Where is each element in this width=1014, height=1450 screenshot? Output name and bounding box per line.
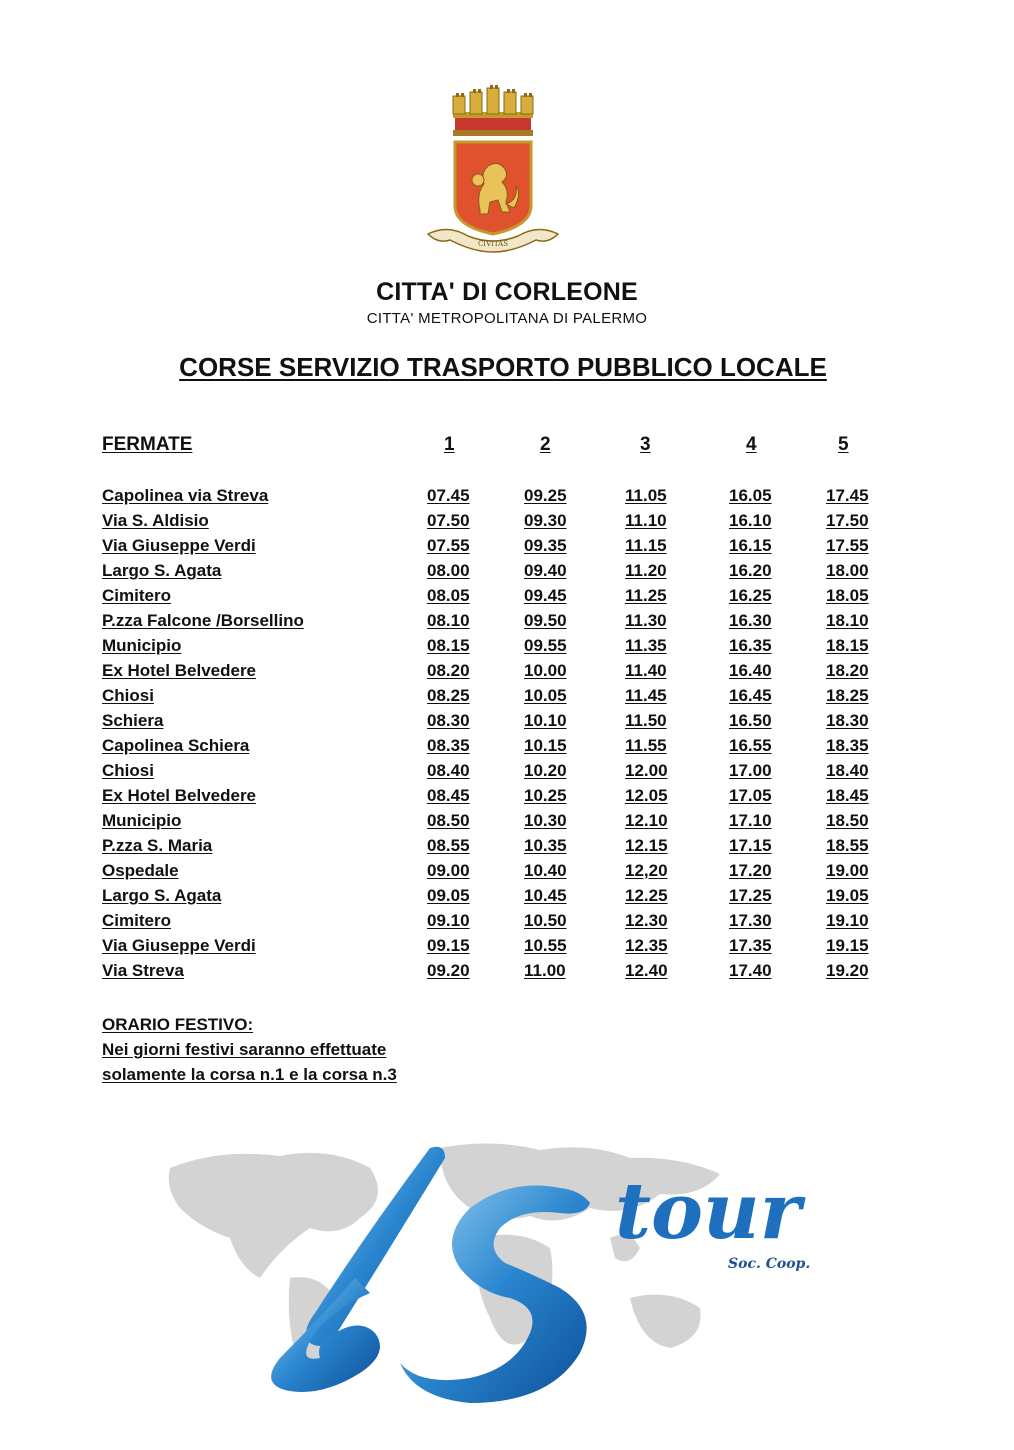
departure-time: 18.40 (826, 761, 869, 780)
schedule-row (102, 961, 902, 986)
departure-time: 11.55 (625, 736, 667, 755)
departure-time: 16.45 (729, 686, 772, 705)
departure-time: 11.30 (625, 611, 667, 630)
departure-time: 09.15 (427, 936, 470, 955)
page-subtitle: CITTA' METROPOLITANA DI PALERMO (366, 310, 648, 327)
stop-name: Schiera (102, 711, 164, 730)
departure-time: 12.30 (625, 911, 668, 930)
departure-time: 16.10 (729, 511, 772, 530)
stop-name: Ex Hotel Belvedere (102, 661, 257, 680)
schedule-row (102, 736, 902, 761)
departure-time: 08.50 (427, 811, 470, 830)
departure-time: 18.05 (826, 586, 869, 605)
departure-time: 10.10 (524, 711, 567, 730)
departure-time: 17.10 (729, 811, 772, 830)
schedule-row (102, 636, 902, 661)
holiday-note-line-2: solamente la corsa n.1 e la corsa n.3 (102, 1065, 397, 1084)
departure-time: 07.50 (427, 511, 470, 530)
departure-time: 17.50 (826, 511, 869, 530)
departure-time: 17.00 (729, 761, 772, 780)
stop-name: Via S. Aldisio (102, 511, 209, 530)
schedule-row (102, 786, 902, 811)
departure-time: 18.00 (826, 561, 869, 580)
stop-name: Via Giuseppe Verdi (102, 536, 256, 555)
departure-time: 09.25 (524, 486, 567, 505)
header-run-1: 1 (444, 434, 455, 455)
schedule-row (102, 861, 902, 886)
departure-time: 09.40 (524, 561, 567, 580)
departure-time: 12.40 (625, 961, 668, 980)
schedule-row (102, 586, 902, 611)
departure-time: 12.15 (625, 836, 668, 855)
departure-time: 08.35 (427, 736, 470, 755)
departure-time: 12.10 (625, 811, 668, 830)
departure-time: 17.40 (729, 961, 772, 980)
departure-time: 16.05 (729, 486, 772, 505)
departure-time: 10.00 (524, 661, 567, 680)
schedule-header-row (102, 434, 902, 459)
departure-time: 11.25 (625, 586, 667, 605)
departure-time: 18.50 (826, 811, 869, 830)
departure-time: 09.20 (427, 961, 470, 980)
departure-time: 19.20 (826, 961, 869, 980)
departure-time: 18.30 (826, 711, 869, 730)
holiday-note-title: ORARIO FESTIVO: (102, 1015, 254, 1034)
schedule-row (102, 561, 902, 586)
stop-name: Municipio (102, 636, 182, 655)
departure-time: 16.20 (729, 561, 772, 580)
departure-time: 11.20 (625, 561, 667, 580)
departure-time: 17.35 (729, 936, 772, 955)
header-run-3: 3 (640, 434, 651, 455)
crest-motto: CIVITAS (477, 240, 509, 248)
departure-time: 16.55 (729, 736, 772, 755)
holiday-note (102, 1012, 397, 1087)
departure-time: 18.10 (826, 611, 869, 630)
schedule-row (102, 486, 902, 511)
departure-time: 09.10 (427, 911, 470, 930)
departure-time: 17.55 (826, 536, 869, 555)
ks-tour-logo (160, 1128, 880, 1428)
departure-time: 10.45 (524, 886, 567, 905)
departure-time: 19.10 (826, 911, 869, 930)
stop-name: Largo S. Agata (102, 561, 222, 580)
departure-time: 16.25 (729, 586, 772, 605)
departure-time: 08.15 (427, 636, 470, 655)
departure-time: 10.30 (524, 811, 567, 830)
departure-time: 17.05 (729, 786, 772, 805)
schedule-row (102, 711, 902, 736)
departure-time: 08.30 (427, 711, 470, 730)
departure-time: 12.05 (625, 786, 668, 805)
departure-time: 18.25 (826, 686, 869, 705)
departure-time: 07.55 (427, 536, 470, 555)
stop-name: Via Streva (102, 961, 184, 980)
departure-time: 16.15 (729, 536, 772, 555)
departure-time: 18.15 (826, 636, 869, 655)
departure-time: 10.35 (524, 836, 567, 855)
departure-time: 09.45 (524, 586, 567, 605)
departure-time: 17.45 (826, 486, 869, 505)
departure-time: 09.30 (524, 511, 567, 530)
schedule-row (102, 686, 902, 711)
departure-time: 11.45 (625, 686, 667, 705)
departure-time: 12.00 (625, 761, 668, 780)
schedule-row (102, 886, 902, 911)
schedule-row (102, 836, 902, 861)
stop-name: Chiosi (102, 686, 154, 705)
departure-time: 08.45 (427, 786, 470, 805)
header-run-2: 2 (540, 434, 551, 455)
departure-time: 09.35 (524, 536, 567, 555)
departure-time: 08.20 (427, 661, 470, 680)
departure-time: 08.00 (427, 561, 470, 580)
departure-time: 18.55 (826, 836, 869, 855)
coat-of-arms-icon (418, 84, 568, 254)
stop-name: Cimitero (102, 911, 171, 930)
departure-time: 16.35 (729, 636, 772, 655)
departure-time: 18.45 (826, 786, 869, 805)
departure-time: 19.00 (826, 861, 869, 880)
departure-time: 11.00 (524, 961, 566, 980)
header-stops: FERMATE (102, 434, 193, 455)
stop-name: Capolinea Schiera (102, 736, 250, 755)
departure-time: 10.25 (524, 786, 567, 805)
page-title: CITTA' DI CORLEONE (376, 278, 638, 306)
departure-time: 16.50 (729, 711, 772, 730)
stop-name: Cimitero (102, 586, 171, 605)
departure-time: 17.25 (729, 886, 772, 905)
stop-name: Largo S. Agata (102, 886, 222, 905)
schedule-row (102, 911, 902, 936)
schedule-row (102, 761, 902, 786)
stop-name: P.zza Falcone /Borsellino (102, 611, 304, 630)
departure-time: 12.25 (625, 886, 668, 905)
stop-name: Chiosi (102, 761, 154, 780)
departure-time: 08.55 (427, 836, 470, 855)
schedule-row (102, 536, 902, 561)
schedule-row (102, 611, 902, 636)
departure-time: 10.55 (524, 936, 567, 955)
departure-time: 11.50 (625, 711, 667, 730)
departure-time: 12,20 (625, 861, 668, 880)
departure-time: 10.15 (524, 736, 567, 755)
header-run-5: 5 (838, 434, 849, 455)
header-run-4: 4 (746, 434, 757, 455)
departure-time: 08.40 (427, 761, 470, 780)
holiday-note-line-1: Nei giorni festivi saranno effettuate (102, 1040, 387, 1059)
stop-name: Ex Hotel Belvedere (102, 786, 257, 805)
departure-time: 16.30 (729, 611, 772, 630)
departure-time: 19.15 (826, 936, 869, 955)
departure-time: 08.10 (427, 611, 470, 630)
departure-time: 11.15 (625, 536, 667, 555)
departure-time: 08.05 (427, 586, 470, 605)
schedule-row (102, 811, 902, 836)
departure-time: 08.25 (427, 686, 470, 705)
departure-time: 11.40 (625, 661, 667, 680)
schedule-row (102, 936, 902, 961)
logo-subline: Soc. Coop. (728, 1256, 811, 1272)
departure-time: 18.35 (826, 736, 869, 755)
departure-time: 16.40 (729, 661, 772, 680)
schedule-row (102, 661, 902, 686)
stop-name: Capolinea via Streva (102, 486, 269, 505)
schedule-heading: CORSE SERVIZIO TRASPORTO PUBBLICO LOCALE (179, 352, 827, 382)
departure-time: 11.35 (625, 636, 667, 655)
departure-time: 10.40 (524, 861, 567, 880)
stop-name: Municipio (102, 811, 182, 830)
departure-time: 17.20 (729, 861, 772, 880)
departure-time: 17.30 (729, 911, 772, 930)
departure-time: 10.50 (524, 911, 567, 930)
departure-time: 17.15 (729, 836, 772, 855)
departure-time: 10.20 (524, 761, 567, 780)
departure-time: 09.00 (427, 861, 470, 880)
departure-time: 07.45 (427, 486, 470, 505)
departure-time: 12.35 (625, 936, 668, 955)
logo-brand: tour (615, 1166, 801, 1257)
stop-name: Ospedale (102, 861, 179, 880)
departure-time: 09.05 (427, 886, 470, 905)
stop-name: Via Giuseppe Verdi (102, 936, 256, 955)
schedule-row (102, 511, 902, 536)
departure-time: 19.05 (826, 886, 869, 905)
departure-time: 18.20 (826, 661, 869, 680)
departure-time: 09.50 (524, 611, 567, 630)
departure-time: 11.05 (625, 486, 667, 505)
departure-time: 09.55 (524, 636, 567, 655)
departure-time: 10.05 (524, 686, 567, 705)
departure-time: 11.10 (625, 511, 667, 530)
stop-name: P.zza S. Maria (102, 836, 213, 855)
